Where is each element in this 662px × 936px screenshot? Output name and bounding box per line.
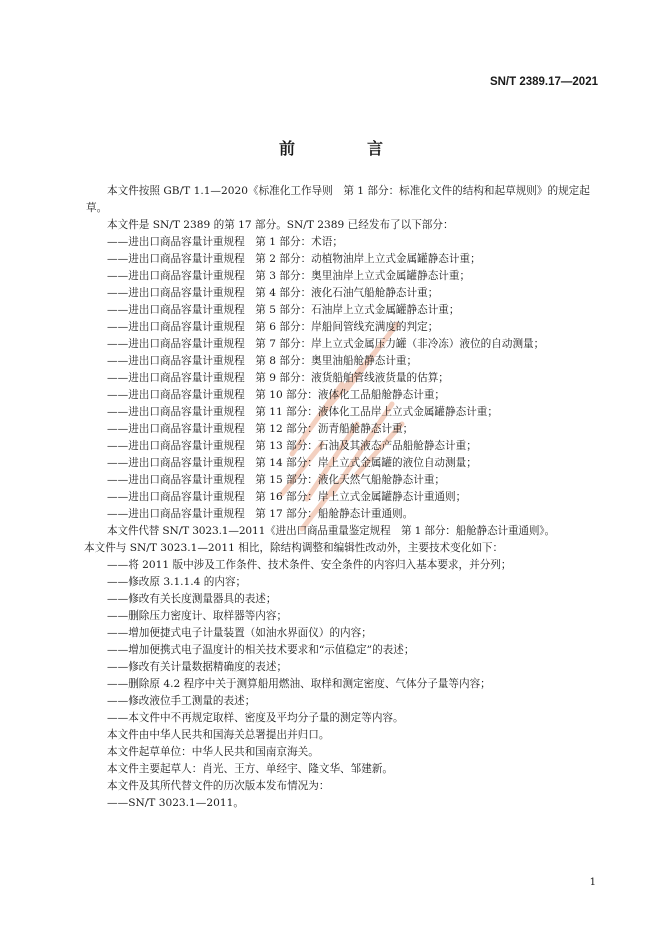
intro-paragraph: 本文件按照 GB/T 1.1—2020《标准化工作导则 第 1 部分：标准化文件的结构和起草规则》的规定起草。 — [86, 185, 590, 214]
list-item: ——修改有关计量数据精确度的表述； — [107, 661, 288, 673]
list-item: ——进出口商品容量计重规程 第 5 部分：石油岸上立式金属罐静态计重； — [107, 304, 460, 316]
list-item: ——修改原 3.1.1.4 的内容； — [107, 576, 247, 588]
list-item: ——修改液位手工测量的表述； — [107, 695, 256, 707]
list-item: ——进出口商品容量计重规程 第 16 部分：岸上立式金属罐静态计重通则； — [107, 491, 467, 503]
list-item: ——删除原 4.2 程序中关于测算船用燃油、取样和测定密度、气体分子量等内容； — [107, 678, 491, 690]
list-item: ——进出口商品容量计重规程 第 13 部分：石油及其液态产品船舱静态计重； — [107, 440, 477, 452]
list-item: ——进出口商品容量计重规程 第 11 部分：液体化工品岸上立式金属罐静态计重； — [107, 406, 498, 418]
list-item: ——删除压力密度计、取样器等内容； — [107, 610, 288, 622]
list-item: ——进出口商品容量计重规程 第 17 部分：船舱静态计重通则。 — [107, 508, 414, 520]
compare-statement: 本文件与 SN/T 3023.1—2011 相比，除结构调整和编辑性改动外，主要技术变化如下： — [84, 542, 504, 554]
intro-paragraph: 本文件是 SN/T 2389 的第 17 部分。SN/T 2389 已经发布了以下部分： — [107, 219, 454, 231]
standard-code: SN/T 2389.17—2021 — [489, 76, 598, 88]
replace-statement: 本文件代替 SN/T 3023.1—2011《进出口商品重量鉴定规程 第 1 部分：船舱静态计重通则》。 — [107, 525, 555, 537]
list-item: ——进出口商品容量计重规程 第 4 部分：液化石油气船舱静态计重； — [107, 287, 439, 299]
closing-paragraph: 本文件由中华人民共和国海关总署提出并归口。 — [107, 729, 330, 741]
closing-paragraph: 本文件主要起草人：肖光、王方、单经宇、隆文华、邹建新。 — [107, 763, 394, 775]
page-title: 前 言 — [278, 139, 411, 158]
list-item: ——增加便捷式电子计量装置（如油水界面仪）的内容； — [107, 627, 372, 639]
list-item: ——进出口商品容量计重规程 第 10 部分：液体化工品船舱静态计重； — [107, 389, 446, 401]
page-number: 1 — [589, 877, 596, 888]
list-item: ——进出口商品容量计重规程 第 15 部分：液化天然气船舱静态计重； — [107, 474, 446, 486]
list-item: ——进出口商品容量计重规程 第 12 部分：沥青船舱静态计重； — [107, 423, 414, 435]
list-item: ——进出口商品容量计重规程 第 6 部分：岸船间管线充满度的判定； — [107, 321, 439, 333]
list-item: ——进出口商品容量计重规程 第 14 部分：岸上立式金属罐的液位自动测量； — [107, 457, 477, 469]
list-item: ——进出口商品容量计重规程 第 8 部分：奥里油船舱静态计重； — [107, 355, 418, 367]
list-item: ——将 2011 版中涉及工作条件、技术条件、安全条件的内容归入基本要求，并分列； — [107, 559, 512, 571]
history-item: ——SN/T 3023.1—2011。 — [107, 797, 244, 809]
list-item: ——进出口商品容量计重规程 第 1 部分：术语； — [107, 236, 343, 248]
list-item: ——修改有关长度测量器具的表述； — [107, 593, 277, 605]
list-item: ——增加便携式电子温度计的相关技术要求和“示值稳定”的表述； — [107, 644, 415, 656]
list-item: ——本文件中不再规定取样、密度及平均分子量的测定等内容。 — [107, 712, 404, 724]
closing-paragraph: 本文件及其所代替文件的历次版本发布情况为： — [107, 780, 330, 792]
closing-paragraph: 本文件起草单位：中华人民共和国南京海关。 — [107, 746, 319, 758]
parts-list — [86, 234, 600, 523]
document-body — [86, 183, 600, 812]
list-item: ——进出口商品容量计重规程 第 2 部分：动植物油岸上立式金属罐静态计重； — [107, 253, 481, 265]
list-item: ——进出口商品容量计重规程 第 7 部分：岸上立式金属压力罐（非冷冻）液位的自动测量； — [107, 338, 545, 350]
changes-list — [86, 557, 600, 727]
list-item: ——进出口商品容量计重规程 第 9 部分：液货船舶管线液货量的估算； — [107, 372, 449, 384]
list-item: ——进出口商品容量计重规程 第 3 部分：奥里油岸上立式金属罐静态计重； — [107, 270, 471, 282]
